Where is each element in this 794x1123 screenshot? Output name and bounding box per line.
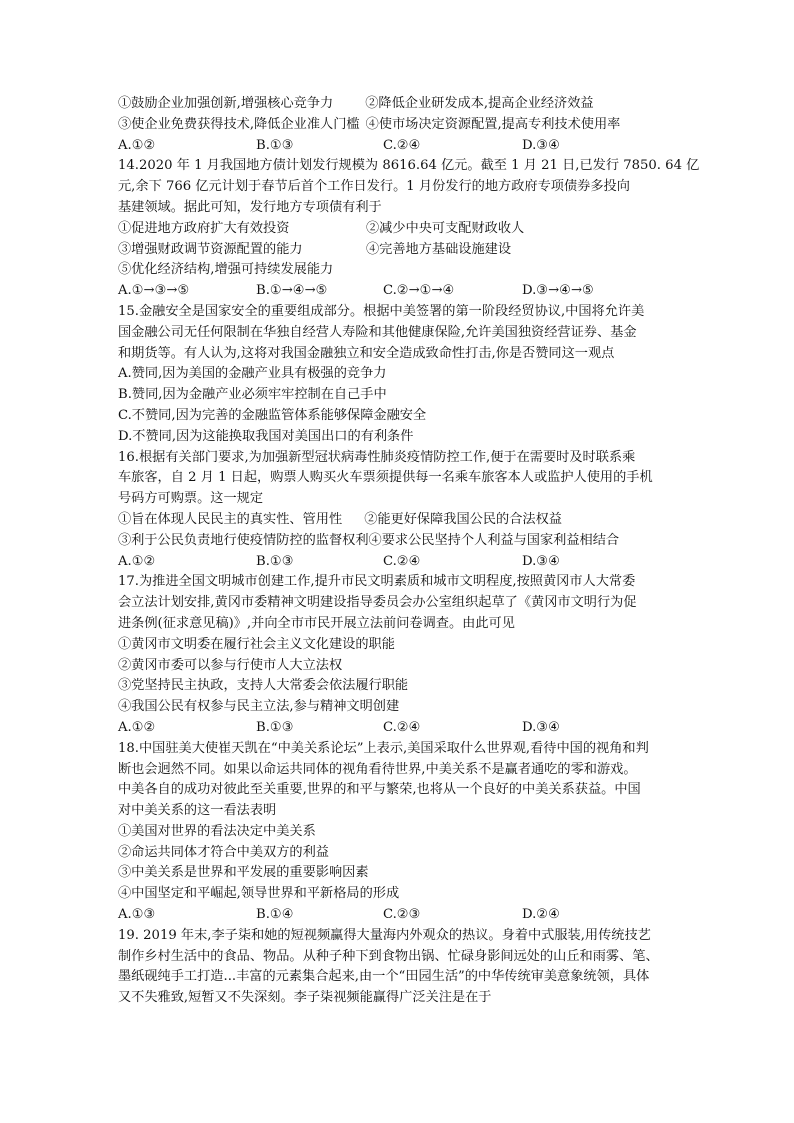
q15-stem-line-3: 和期货等。有人认为,这将对我国金融独立和安全造成致命性打击,你是否赞同这一观点 <box>118 345 615 361</box>
q14-items-row-2 <box>118 240 674 261</box>
q18-option-c: C.②③ <box>383 907 421 923</box>
q19-stem-line-1: 19. 2019 年末,李子柒和她的短视频赢得大量海内外观众的热议。身着中式服装,用传统技艺 <box>118 927 651 943</box>
exam-page <box>118 94 700 1009</box>
q14-option-b: B.①→④→⑤ <box>256 283 328 299</box>
q19-stem-line-3: 墨纸砚纯手工打造...丰富的元素集合起来,由一个“田园生活”的中华传统审美意象统领，具体 <box>118 969 650 985</box>
q13-items-row-2 <box>118 115 674 136</box>
q18-item-3: ③中美关系是世界和平发展的重要影响因素 <box>118 865 369 881</box>
q18-stem-line-4: 对中美关系的这一看法表明 <box>118 803 277 819</box>
q14-items-row-1 <box>118 219 674 240</box>
q16-option-d: D.③④ <box>522 553 560 569</box>
q17-item-4: ④我国公民有权参与民主立法,参与精神文明创建 <box>118 699 400 715</box>
q17-option-d: D.③④ <box>522 719 560 735</box>
q18-options <box>118 905 674 926</box>
q19-stem-line-2: 制作乡村生活中的食品、物品。从种子种下到食物出锅、忙碌身影间远处的山丘和雨雾、笔、 <box>118 948 659 964</box>
q13-items-row-1 <box>118 94 674 115</box>
q14-items-row-3 <box>118 260 674 281</box>
q17-option-b: B.①③ <box>256 719 294 735</box>
q16-items-row-2 <box>118 531 674 552</box>
q14-item-4: ④完善地方基础设施建设 <box>366 241 512 257</box>
q18-option-b: B.①④ <box>256 907 294 923</box>
q16-stem-line-2: 车旅客，自 2 月 1 日起，购票人购买火车票须提供每一名乘车旅客本人或监护人使用的手机 <box>118 470 653 486</box>
q13-option-d: D.③④ <box>522 137 560 153</box>
q14-stem-line-3: 基建领域。据此可知，发行地方专项债有利于 <box>118 199 382 215</box>
q19-stem-line-4: 又不失雅致,短暂又不失深刻。李子柒视频能赢得广泛关注是在于 <box>118 990 492 1006</box>
q15-choice-d: D.不赞同,因为这能换取我国对美国出口的有利条件 <box>118 428 414 444</box>
q16-option-b: B.①③ <box>256 553 294 569</box>
q18-option-d: D.②④ <box>522 907 560 923</box>
q16-options <box>118 552 674 573</box>
q17-stem-line-3: 进条例(征求意见稿)》,并向全市市民开展立法前问卷调查。由此可见 <box>118 615 515 631</box>
q14-option-a: A.①→③→⑤ <box>118 283 190 299</box>
q13-item-3: ③使企业免费获得技术,降低企业准人门槛 <box>118 116 360 132</box>
q15-stem-line-1: 15.金融安全是国家安全的重要组成部分。根据中美签署的第一阶段经贸协议,中国将允许美 <box>118 303 645 319</box>
q15-choice-b: B.赞同,因为金融产业必须牢牢控制在自己手中 <box>118 387 387 403</box>
q17-options <box>118 718 674 739</box>
q17-stem-line-1: 17.为推进全国文明城市创建工作,提升市民文明素质和城市文明程度,按照黄冈市人大常委 <box>118 574 636 590</box>
q14-options <box>118 281 674 302</box>
q17-option-a: A.①② <box>118 719 156 735</box>
q16-option-c: C.②④ <box>383 553 421 569</box>
q15-choice-c: C.不赞同,因为完善的金融监管体系能够保障金融安全 <box>118 407 427 423</box>
q14-item-2: ②减少中央可支配财政收人 <box>366 220 525 236</box>
q18-stem-line-2: 断也会迥然不同。如果以命运共同体的视角看待世界,中美关系不是赢者通吃的零和游戏。 <box>118 761 637 777</box>
q18-stem-line-3: 中美各自的成功对彼此至关重要,世界的和平与繁荣,也将从一个良好的中美关系获益。中国 <box>118 782 641 798</box>
q13-options <box>118 136 674 157</box>
q13-option-b: B.①③ <box>256 137 294 153</box>
q13-option-c: C.②④ <box>383 137 421 153</box>
q15-choice-a: A.赞同,因为美国的金融产业具有极强的竞争力 <box>118 366 387 382</box>
q17-item-3: ③党坚持民主执政，支持人大常委会依法履行职能 <box>118 678 409 694</box>
q18-item-4: ④中国坚定和平崛起,领导世界和平新格局的形成 <box>118 886 400 902</box>
q16-stem-line-1: 16.根据有关部门要求,为加强新型冠状病毒性肺炎疫情防控工作,便于在需要时及时联系乘 <box>118 449 636 465</box>
q14-stem-line-1: 14.2020 年 1 月我国地方债计划发行规模为 8616.64 亿元。截至 1 月 21 日,已发行 7850. 64 亿 <box>118 158 700 174</box>
q17-item-1: ①黄冈市文明委在履行社会主义文化建设的职能 <box>118 636 395 652</box>
q16-stem-line-3: 号码方可购票。这一规定 <box>118 491 264 507</box>
q16-option-a: A.①② <box>118 553 156 569</box>
q14-item-3: ③增强财政调节资源配置的能力 <box>118 241 303 257</box>
q16-items-row-1 <box>118 510 674 531</box>
q14-option-c: C.②→①→④ <box>383 283 455 299</box>
q18-option-a: A.①③ <box>118 907 156 923</box>
q16-item-2: ②能更好保障我国公民的合法权益 <box>364 511 562 527</box>
q14-item-5: ⑤优化经济结构,增强可持续发展能力 <box>118 262 334 278</box>
q18-item-1: ①美国对世界的看法决定中美关系 <box>118 823 316 839</box>
q17-option-c: C.②④ <box>383 719 421 735</box>
q13-option-a: A.①② <box>118 137 156 153</box>
q14-item-1: ①促进地方政府扩大有效投资 <box>118 220 290 236</box>
q17-stem-line-2: 会立法计划安排,黄冈市委精神文明建设指导委员会办公室组织起草了《黄冈市文明行为促 <box>118 595 637 611</box>
q13-item-4: ④使市场决定资源配置,提高专利技术使用率 <box>365 116 621 132</box>
q16-item-3-4: ③利于公民负责地行使疫情防控的监督权利④要求公民坚持个人利益与国家利益相结合 <box>118 532 620 548</box>
q14-stem-line-2: 元,余下 766 亿元计划于春节后首个工作日发行。1 月份发行的地方政府专项债券多投向 <box>118 179 630 195</box>
q13-item-2: ②降低企业研发成本,提高企业经济效益 <box>365 96 594 111</box>
q18-stem-line-1: 18.中国驻美大使崔天凯在“中美关系论坛”上表示,美国采取什么世界观,看待中国的视角和判 <box>118 740 649 756</box>
q15-stem-line-2: 国金融公司无任何限制在华独自经营人寿险和其他健康保险,允许美国独资经营证券、基金 <box>118 324 637 340</box>
q16-item-1: ①旨在体现人民民主的真实性、管用性 <box>118 511 343 527</box>
q17-item-2: ②黄冈市委可以参与行使市人大立法权 <box>118 657 343 673</box>
q14-option-d: D.③→④→⑤ <box>522 283 594 299</box>
q13-item-1: ①鼓励企业加强创新,增强核心竞争力 <box>118 96 334 111</box>
q18-item-2: ②命运共同体才符合中美双方的利益 <box>118 844 329 860</box>
